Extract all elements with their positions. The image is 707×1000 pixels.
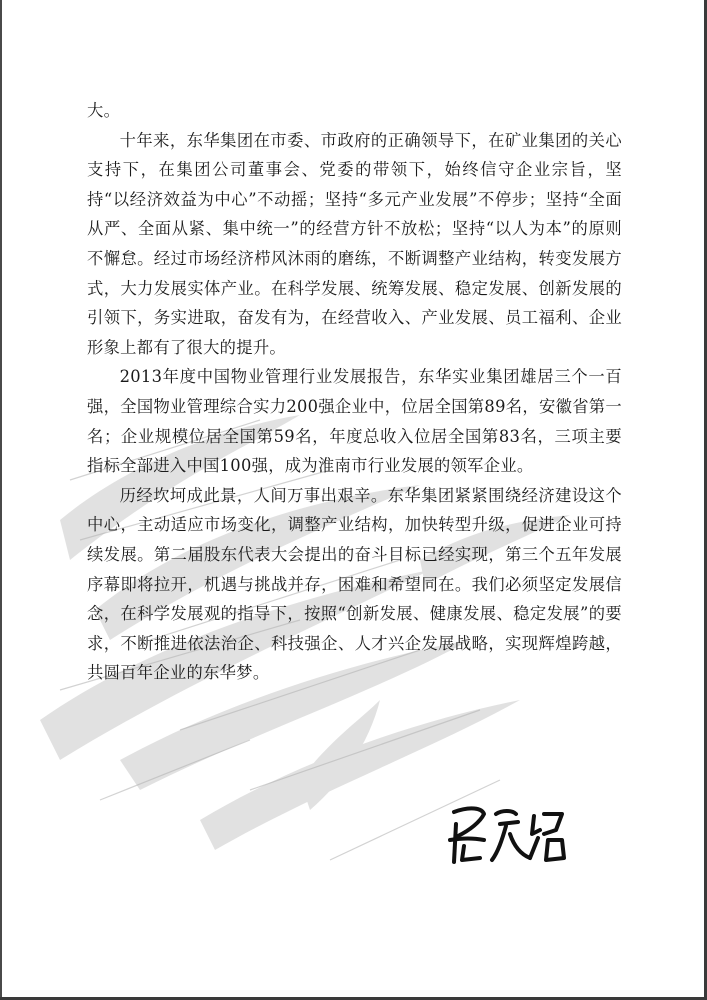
paragraph-2: 十年来，东华集团在市委、市政府的正确领导下，在矿业集团的关心支持下，在集团公司董事会、党委的带领下，始终信守企业宗旨，坚持“以经济效益为中心”不动摇；坚持“多元产业发展”不停步；坚持“全面从严、全面从紧、集中统一”的经营方针不放松；坚持“以人为本”的原则不懈怠。经过市场经济栉风沐雨的磨练，不断调整产业结构，转变发展方式，大力发展实体产业。在科学发展、统筹发展、稳定发展、创新发展的引领下，务实进取，奋发有为，在经营收入、产业发展、员工福利、企业形象上都有了很大的提升。 bbox=[87, 130, 622, 357]
paragraph-1: 大。 bbox=[87, 101, 121, 120]
paragraph-4: 历经坎坷成此景，人间万事出艰辛。东华集团紧紧围绕经济建设这个中心，主动适应市场变化，调整产业结构，加快转型升级，促进企业可持续发展。第二届股东代表大会提出的奋斗目标已经实现，第三个五年发展序幕即将拉开，机遇与挑战并存，困难和希望同在。我们必须坚定发展信念，在科学发展观的指导下，按照“创新发展、健康发展、稳定发展”的要求，不断推进依法治企、科技强企、人才兴企发展战略，实现辉煌跨越，共圆百年企业的东华梦。 bbox=[87, 485, 622, 683]
handwritten-signature bbox=[440, 800, 570, 875]
paragraph-3: 2013年度中国物业管理行业发展报告，东华实业集团雄居三个一百强，全国物业管理综合实力200强企业中，位居全国第89名，安徽省第一名；企业规模位居全国第59名，年度总收入位居全国第83名，三项主要指标全部进入中国100强，成为淮南市行业发展的领军企业。 bbox=[87, 367, 622, 476]
letter-body bbox=[87, 96, 622, 688]
page-border-left bbox=[0, 0, 2, 1000]
